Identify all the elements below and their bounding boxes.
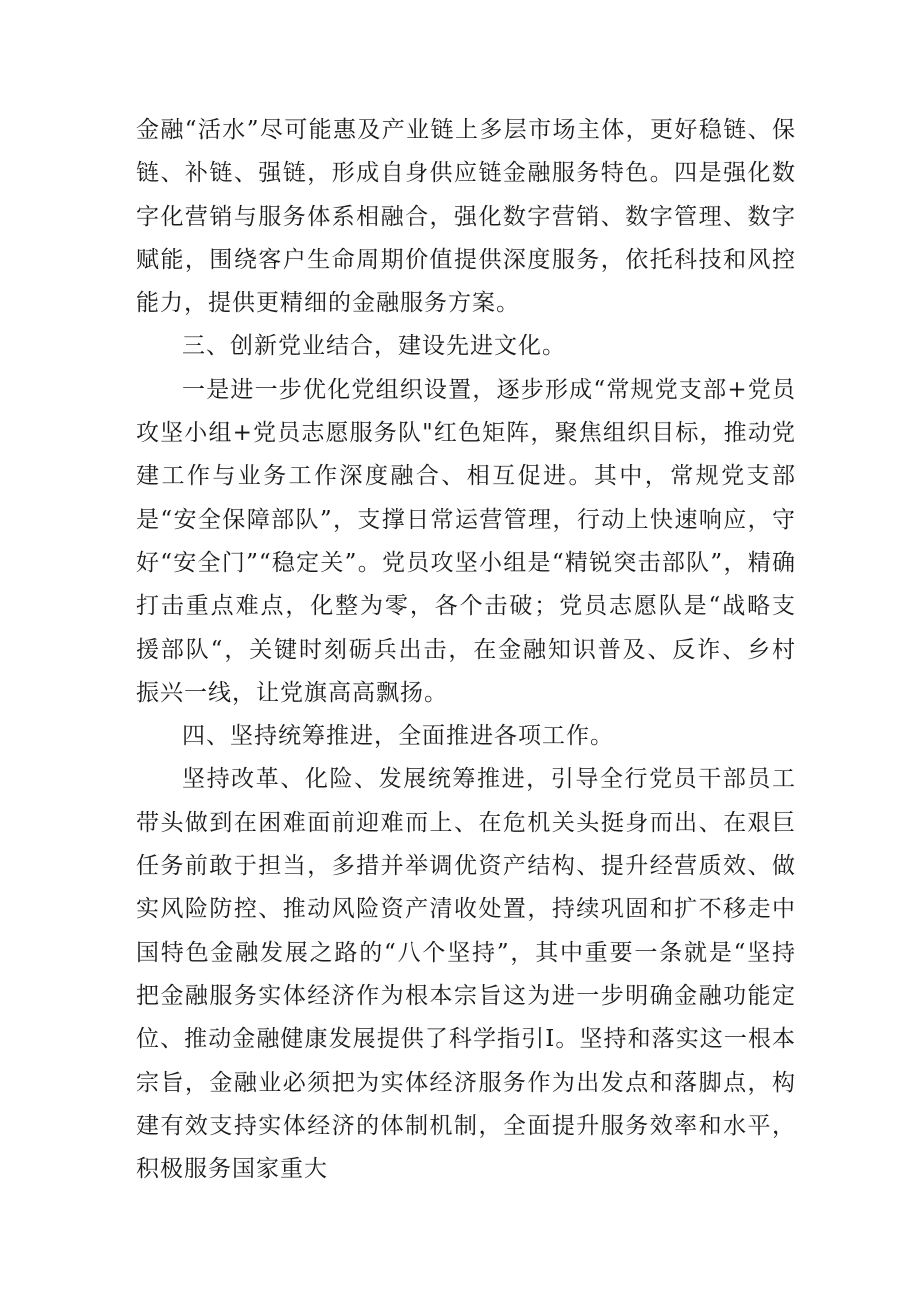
section-heading-4: 四、坚持统筹推进，全面推进各项工作。 xyxy=(182,723,614,750)
section-heading-3: 三、创新党业结合，建设先进文化。 xyxy=(182,333,566,360)
document-body xyxy=(136,109,796,1191)
paragraph-coordinated-progress: 坚持改革、化险、发展统筹推进，引导全行党员干部员工带头做到在困难面前迎难而上、在危机关头挺身而出、在艰巨任务前敢于担当，多措并举调优资产结构、提升经营质效、做实风险防控、推动风险资产清收处置，持续巩固和扩不移走中国特色金融发展之路的“八个坚持”，其中重要一条就是“坚持把金融服务实体经济作为根本宗旨这为进一步明确金融功能定位、推动金融健康发展提供了科学指引I。坚持和落实这一根本宗旨，金融业必须把为实体经济服务作为出发点和落脚点，构建有效支持实体经济的体制机制，全面提升服务效率和水平，积极服务国家重大 xyxy=(136,766,796,1183)
paragraph-party-organization: 一是进一步优化党组织设置，逐步形成“常规党支部+党员攻坚小组+党员志愿服务队"红色矩阵，聚焦组织目标，推动党建工作与业务工作深度融合、相互促进。其中，常规党支部是“安全保障部队”，支撑日常运营管理，行动上快速响应，守好“安全门”“稳定关”。党员攻坚小组是“精锐突击部队”，精确打击重点难点，化整为零，各个击破；党员志愿队是“战略支援部队“，关键时刻砺兵出击，在金融知识普及、反诈、乡村振兴一线，让党旗高高飘扬。 xyxy=(136,376,796,706)
paragraph-supply-chain-continued: 金融“活水”尽可能惠及产业链上多层市场主体，更好稳链、保链、补链、强链，形成自身供应链金融服务特色。四是强化数字化营销与服务体系相融合，强化数字营销、数字管理、数字赋能，围绕客户生命周期价值提供深度服务，依托科技和风控能力，提供更精细的金融服务方案。 xyxy=(136,117,796,317)
